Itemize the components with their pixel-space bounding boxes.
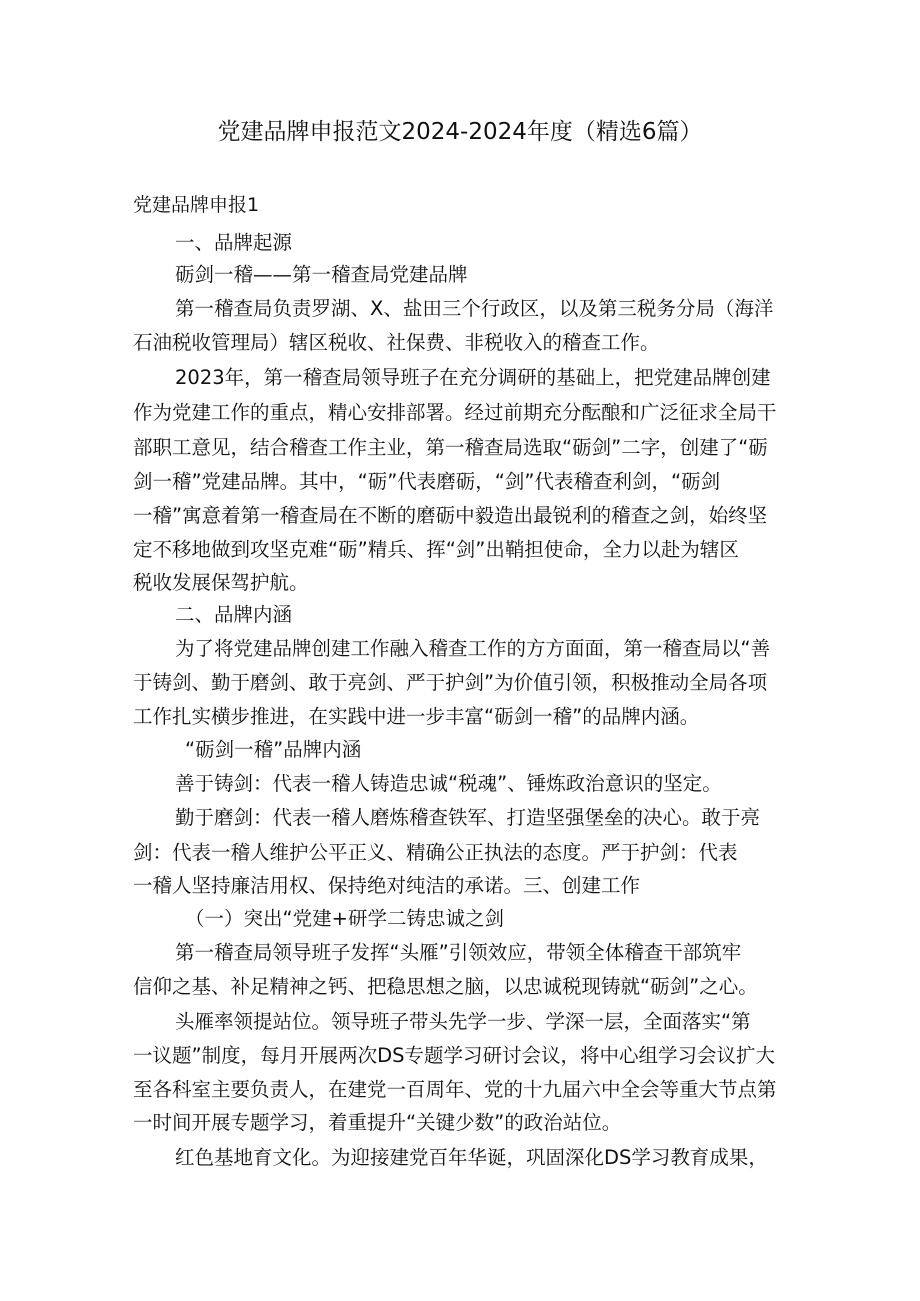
paragraph-line: 至各科室主要负责人，在建党一百周年、党的十九届六中全会等重大节点第 (133, 1078, 777, 1101)
paragraph-line: 作为党建工作的重点，精心安排部署。经过前期充分酝酿和广泛征求全局干 (133, 401, 777, 424)
paragraph-line: 工作扎实横步推进，在实践中进一步丰富“砺剑一稽”的品牌内涵。 (133, 705, 700, 728)
paragraph-line: 2023年，第一稽查局领导班子在充分调研的基础上，把党建品牌创建 (175, 366, 771, 389)
subheading-party-building-study: （一）突出“党建+研学二铸忠诚之剑 (185, 907, 504, 930)
paragraph-line: 勤于磨剑：代表一稽人磨炼稽查铁军、打造坚强堡垒的决心。敢于亮 (175, 806, 761, 829)
paragraph-line: 税收发展保驾护航。 (133, 571, 309, 594)
paragraph-line: 一稽人坚持廉洁用权、保持绝对纯洁的承诺。三、创建工作 (133, 874, 641, 897)
document-title: 党建品牌申报范文2024-2024年度（精选6篇） (217, 119, 703, 145)
heading-brand-origin: 一、品牌起源 (175, 231, 293, 254)
paragraph-line: 善于铸剑：代表一稽人铸造忠诚“税魂”、锤炼政治意识的坚定。 (175, 772, 722, 795)
paragraph-line: 部职工意见，结合稽查工作主业，第一稽查局选取“砺剑”二字，创建了“砺 (133, 436, 768, 459)
section-label: 党建品牌申报1 (133, 194, 260, 216)
paragraph-line: 一稽”寓意着第一稽查局在不断的磨砺中毅造出最锐利的稽查之剑，始终坚 (133, 504, 768, 527)
heading-brand-connotation: 二、品牌内涵 (175, 603, 293, 626)
paragraph-line: 头雁率领提站位。领导班子带头先学一步、学深一层，全面落实“第 (175, 1010, 751, 1033)
paragraph-line: 信仰之基、补足精神之钙、把稳思想之脑，以忠诚税现铸就“砺剑”之心。 (133, 975, 758, 998)
paragraph-line: 一议题”制度，每月开展两次DS专题学习研讨会议，将中心组学习会议扩大 (133, 1044, 775, 1067)
paragraph-line: 于铸剑、勤于磨剑、敢于亮剑、严于护剑”为价值引领，积极推动全局各项 (133, 671, 768, 694)
paragraph-line: 剑：代表一稽人维护公平正义、精确公正执法的态度。严于护剑：代表 (133, 841, 738, 864)
paragraph-line: 定不移地做到攻坚克难“砺”精兵、挥“剑”出鞘担使命，全力以赴为辖区 (133, 538, 739, 561)
paragraph-line: 为了将党建品牌创建工作融入稽查工作的方方面面，第一稽查局以“善 (175, 637, 771, 660)
paragraph-line: 石油税收管理局）辖区税收、社保费、非税收入的稽查工作。 (133, 331, 660, 354)
paragraph-line: 一时间开展专题学习，着重提升“关键少数”的政治站位。 (133, 1111, 622, 1134)
paragraph-line: 红色基地育文化。为迎接建党百年华诞，巩固深化DS学习教育成果， (175, 1146, 768, 1169)
paragraph-line: 第一稽查局领导班子发挥“头雁”引领效应，带领全体稽查干部筑牢 (175, 941, 742, 964)
subheading-brand-connotation: “砺剑一稽”品牌内涵 (185, 738, 362, 761)
subheading-brand-name: 砺剑一稽——第一稽查局党建品牌 (175, 263, 468, 286)
paragraph-line: 剑一稽”党建品牌。其中，“砺”代表磨砺，“剑”代表稽查利剑，“砺剑 (133, 470, 721, 493)
paragraph-line: 第一稽查局负责罗湖、X、盐田三个行政区，以及第三税务分局（海洋 (175, 297, 774, 320)
